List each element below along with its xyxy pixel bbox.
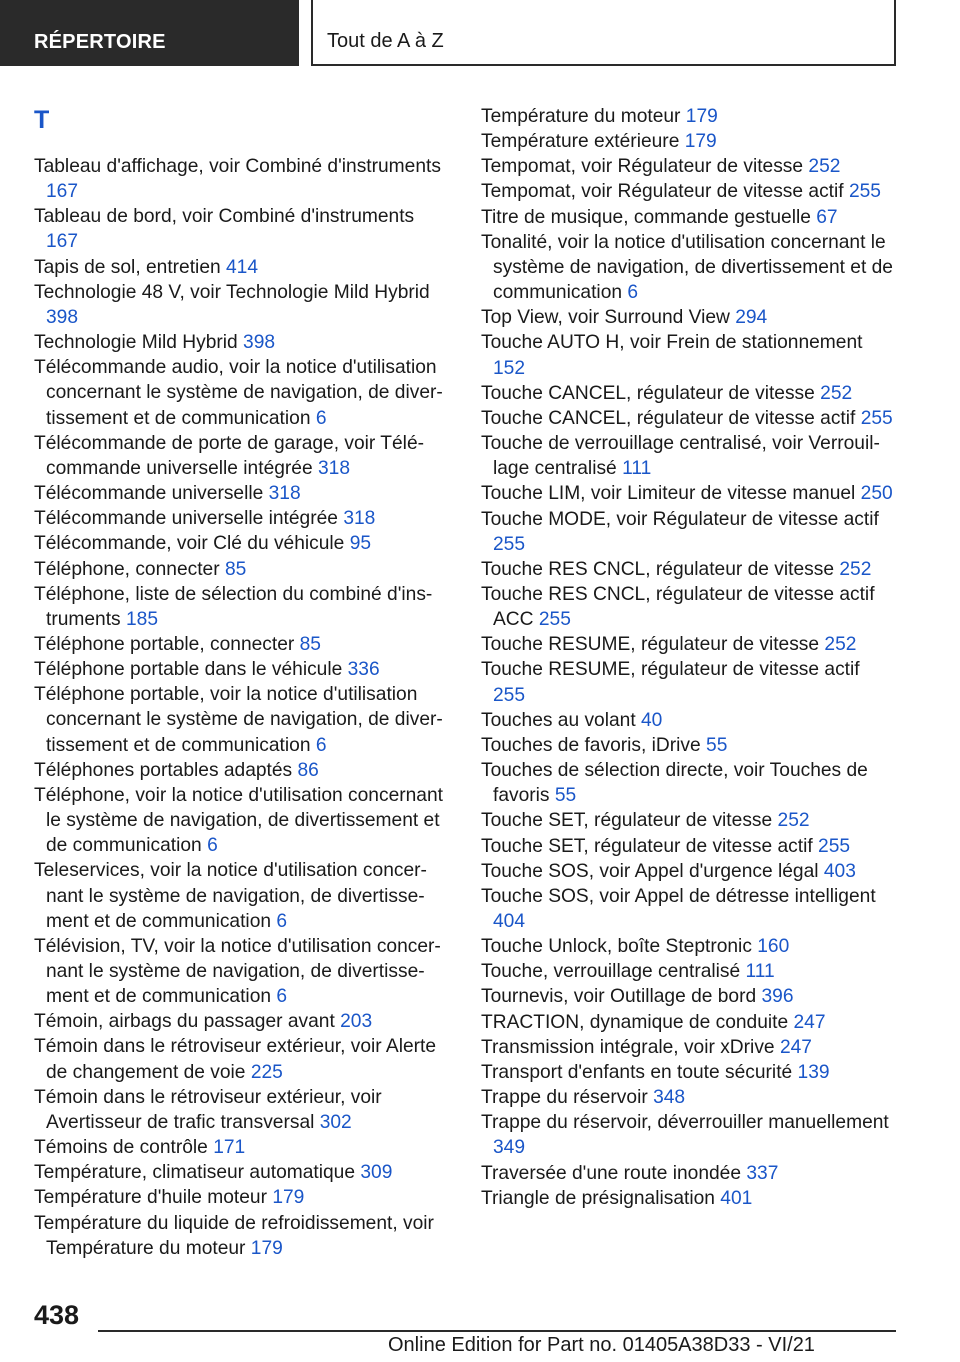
index-entry	[481, 582, 896, 632]
page-reference-link[interactable]: 404	[493, 911, 526, 932]
page-reference-link[interactable]: 252	[820, 382, 853, 404]
index-entry-text: Touche SOS, voir Appel de détresse intelligent	[481, 885, 876, 907]
index-entry	[481, 708, 896, 733]
index-entry-text: Top View, voir Surround View	[481, 307, 730, 329]
page-reference-link[interactable]: 349	[493, 1137, 526, 1159]
index-entry-text: Tournevis, voir Outillage de bord	[481, 986, 757, 1008]
index-entry-text: Téléphones portables adaptés	[34, 759, 293, 781]
index-entry	[34, 783, 446, 858]
page-reference-link[interactable]: 255	[538, 609, 571, 631]
index-entry-text: Télécommande de porte de garage, voir Télécommande universelle intégrée	[34, 432, 425, 479]
index-entry	[481, 984, 896, 1009]
index-entry	[34, 154, 446, 204]
index-entry	[34, 1009, 446, 1034]
page-reference-link[interactable]: 247	[793, 1011, 826, 1033]
page-reference-link[interactable]: 203	[340, 1011, 373, 1033]
index-entry-text: Tonalité, voir la notice d'utilisation concernant le système de navigation, de divertissement et de communication	[481, 231, 893, 304]
page-reference-link[interactable]: 55	[554, 785, 577, 807]
index-entry-text: Touche AUTO H, voir Frein de stationnement	[481, 332, 863, 354]
index-entry	[481, 1085, 896, 1110]
index-entry	[34, 330, 446, 355]
page-reference-link[interactable]: 179	[685, 106, 718, 127]
index-entry	[481, 632, 896, 657]
index-entry	[481, 154, 896, 179]
index-entry-text: Touches au volant	[481, 709, 636, 731]
page-reference-link[interactable]: 252	[824, 634, 857, 656]
page-reference-link[interactable]: 167	[46, 181, 79, 203]
page-reference-link[interactable]: 6	[207, 835, 218, 857]
page-reference-link[interactable]: 111	[622, 458, 652, 480]
index-entry	[34, 506, 446, 531]
index-entry-text: Touche RESUME, régulateur de vitesse	[481, 634, 820, 656]
index-entry-text: Température extérieure	[481, 131, 680, 153]
index-entry-text: Triangle de présignalisation	[481, 1187, 715, 1209]
index-entry	[481, 230, 896, 305]
page-reference-link[interactable]: 252	[777, 810, 810, 832]
page-reference-link[interactable]: 86	[297, 759, 319, 781]
index-entry	[481, 330, 896, 380]
index-entry-text: Témoin, airbags du passager avant	[34, 1011, 335, 1033]
index-entry	[34, 531, 446, 556]
index-entry-text: Touche SET, régulateur de vitesse	[481, 810, 773, 832]
page-reference-link[interactable]: 6	[627, 282, 639, 304]
index-entry-text: Touche LIM, voir Limiteur de vitesse manuel	[481, 483, 856, 505]
page-reference-link[interactable]: 85	[299, 633, 321, 655]
index-entry-text: Titre de musique, commande gestuelle	[481, 206, 811, 228]
page-reference-link[interactable]: 252	[839, 558, 872, 580]
index-entry	[481, 179, 896, 204]
page-reference-link[interactable]: 179	[250, 1237, 283, 1259]
page-header	[0, 0, 960, 66]
index-entry	[34, 934, 446, 1009]
index-entry	[481, 758, 896, 808]
index-entry-text: Trappe du réservoir, déverrouiller manuellement	[481, 1112, 889, 1134]
page-reference-link[interactable]: 171	[213, 1137, 246, 1159]
index-entry-text: Tapis de sol, entretien	[34, 256, 221, 278]
index-entry	[34, 1034, 446, 1084]
index-entry	[481, 129, 896, 154]
index-entry-text: Tableau de bord, voir Combiné d'instruments	[34, 206, 415, 228]
index-entry-text: Touches de favoris, iDrive	[481, 734, 701, 756]
page-reference-link[interactable]: 302	[319, 1111, 352, 1133]
index-entry-text: Température du moteur	[481, 106, 681, 127]
index-entry-text: Téléphone, connecter	[34, 558, 220, 580]
index-letter-heading: T	[34, 106, 50, 134]
index-entry-text: Touches de sélection directe, voir Touches de favoris	[481, 760, 868, 807]
index-entry	[34, 1211, 446, 1261]
index-entry-text: Témoins de contrôle	[34, 1137, 208, 1159]
index-entry-text: Touche de verrouillage centralisé, voir Verrouillage centralisé	[481, 433, 880, 480]
page-reference-link[interactable]: 252	[808, 156, 841, 178]
index-entry	[481, 884, 896, 934]
page-reference-link[interactable]: 247	[779, 1036, 812, 1058]
index-entry-text: Télécommande, voir Clé du véhicule	[34, 533, 345, 555]
page-number: 438	[34, 1300, 80, 1330]
index-entry-text: Témoin dans le rétroviseur extérieur, voir Avertisseur de trafic transversal	[34, 1086, 382, 1133]
index-entry	[34, 632, 446, 657]
index-entry	[481, 481, 896, 506]
index-entry	[34, 1085, 446, 1135]
index-entry	[34, 557, 446, 582]
index-entry-text: Technologie Mild Hybrid	[34, 332, 238, 354]
page-reference-link[interactable]: 398	[46, 306, 79, 328]
page-reference-link[interactable]: 179	[684, 131, 717, 153]
page-reference-link[interactable]: 318	[268, 483, 301, 505]
index-entry	[481, 934, 896, 959]
index-entry-text: Transmission intégrale, voir xDrive	[481, 1036, 775, 1058]
page-reference-link[interactable]: 111	[745, 961, 775, 983]
index-entry-text: Touche SET, régulateur de vitesse actif	[481, 835, 813, 857]
index-entry	[481, 305, 896, 330]
index-entry-text: Température, climatiseur automatique	[34, 1162, 356, 1184]
index-entry-text: Tempomat, voir Régulateur de vitesse actif	[481, 181, 844, 203]
page-reference-link[interactable]: 6	[315, 407, 327, 429]
index-entry	[34, 1135, 446, 1160]
index-entry-text: Touche SOS, voir Appel d'urgence légal	[481, 860, 819, 882]
section-tab: RÉPERTOIRE	[0, 0, 299, 66]
index-entry-text: Touche Unlock, boîte Steptronic	[481, 936, 752, 958]
page-reference-link[interactable]: 160	[757, 936, 790, 958]
index-entry	[34, 255, 446, 280]
page-reference-link[interactable]: 6	[276, 986, 288, 1008]
page-reference-link[interactable]: 152	[493, 357, 526, 379]
index-entry	[481, 1060, 896, 1085]
index-entry	[481, 1161, 896, 1186]
index-entry	[481, 557, 896, 582]
index-entry-text: Télévision, TV, voir la notice d'utilisation concernant le système de navigation, de divertissement et de communication	[34, 935, 441, 1008]
index-entry-text: Tempomat, voir Régulateur de vitesse	[481, 156, 804, 178]
page-reference-link[interactable]: 179	[272, 1187, 305, 1209]
index-entry-text: Télécommande universelle	[34, 483, 264, 505]
index-entry	[34, 657, 446, 682]
index-entry-text: Transport d'enfants en toute sécurité	[481, 1061, 793, 1083]
index-entry-text: Touche CANCEL, régulateur de vitesse actif	[481, 407, 856, 429]
index-column-left	[34, 154, 446, 1261]
page-reference-link[interactable]: 294	[735, 307, 768, 329]
page-reference-link[interactable]: 250	[860, 483, 893, 505]
index-entry	[34, 858, 446, 933]
index-entry-text: Traversée d'une route inondée	[481, 1162, 742, 1184]
index-entry	[34, 431, 446, 481]
page-reference-link[interactable]: 255	[818, 835, 851, 857]
page-reference-link[interactable]: 255	[493, 533, 526, 555]
page-reference-link[interactable]: 185	[126, 608, 159, 630]
page-reference-link[interactable]: 398	[243, 332, 276, 354]
index-entry-text: Touche RES CNCL, régulateur de vitesse actif ACC	[481, 583, 875, 631]
index-entry	[34, 1185, 446, 1210]
page-reference-link[interactable]: 6	[276, 910, 288, 932]
index-entry	[481, 859, 896, 884]
index-entry	[34, 280, 446, 330]
index-entry-text: Teleservices, voir la notice d'utilisation concernant le système de navigation, de divertissement et de communication	[34, 860, 427, 932]
index-entry-text: Température d'huile moteur	[34, 1187, 267, 1209]
index-entry	[481, 104, 896, 129]
index-entry-text: TRACTION, dynamique de conduite	[481, 1011, 789, 1033]
page-reference-link[interactable]: 401	[720, 1187, 753, 1209]
index-entry	[481, 1110, 896, 1160]
index-entry	[34, 204, 446, 254]
page-reference-link[interactable]: 40	[641, 709, 663, 731]
page-reference-link[interactable]: 167	[46, 231, 79, 253]
page-reference-link[interactable]: 318	[317, 457, 350, 479]
page-reference-link[interactable]: 95	[349, 533, 372, 555]
index-entry	[481, 431, 896, 481]
index-entry	[481, 1035, 896, 1060]
index-entry-text: Télécommande audio, voir la notice d'utilisation concernant le système de navigation, de divertissement et de communication	[34, 357, 443, 429]
index-entry	[34, 682, 446, 757]
index-entry-text: Téléphone, liste de sélection du combiné d'instruments	[34, 583, 433, 630]
index-entry	[481, 507, 896, 557]
page-reference-link[interactable]: 67	[816, 206, 838, 228]
index-entry	[34, 582, 446, 632]
index-entry-text: Téléphone portable, voir la notice d'utilisation concernant le système de navigation, de divertissement et de communication	[34, 684, 443, 756]
section-subtitle: Tout de A à Z	[311, 0, 896, 66]
page-reference-link[interactable]: 55	[706, 734, 728, 756]
index-entry-text: Touche, verrouillage centralisé	[481, 961, 741, 983]
page-reference-link[interactable]: 255	[860, 407, 893, 429]
index-entry	[481, 381, 896, 406]
index-entry-text: Touche RES CNCL, régulateur de vitesse	[481, 558, 835, 580]
index-entry	[34, 1160, 446, 1185]
index-entry-text: Technologie 48 V, voir Technologie Mild Hybrid	[34, 281, 430, 303]
page-reference-link[interactable]: 348	[653, 1087, 686, 1109]
index-entry	[34, 481, 446, 506]
page-reference-link[interactable]: 337	[746, 1162, 779, 1184]
page-reference-link[interactable]: 139	[797, 1061, 830, 1083]
index-entry-text: Téléphone, voir la notice d'utilisation concernant le système de navigation, de divertissement et de communication	[34, 784, 443, 857]
page-reference-link[interactable]: 6	[315, 734, 327, 756]
index-column-right	[481, 104, 896, 1211]
index-entry-text: Température du liquide de refroidissement, voir Température du moteur	[34, 1212, 434, 1259]
page-reference-link[interactable]: 318	[343, 508, 376, 530]
page-reference-link[interactable]: 309	[360, 1162, 393, 1184]
index-entry	[481, 657, 896, 707]
index-entry	[34, 355, 446, 430]
index-entry-text: Télécommande universelle intégrée	[34, 508, 338, 530]
page-reference-link[interactable]: 225	[250, 1061, 283, 1083]
page-reference-link[interactable]: 85	[224, 558, 247, 580]
index-entry-text: Trappe du réservoir	[481, 1087, 648, 1109]
page-reference-link[interactable]: 336	[347, 659, 380, 681]
index-entry	[481, 733, 896, 758]
index-entry-text: Tableau d'affichage, voir Combiné d'instruments	[34, 156, 441, 177]
index-entry	[481, 1010, 896, 1035]
index-entry-text: Témoin dans le rétroviseur extérieur, voir Alerte de changement de voie	[34, 1036, 437, 1083]
index-entry-text: Téléphone portable, connecter	[34, 633, 295, 655]
index-entry	[481, 205, 896, 230]
page-reference-link[interactable]: 255	[493, 684, 526, 706]
page-reference-link[interactable]: 255	[848, 181, 881, 203]
index-entry	[481, 834, 896, 859]
index-entry	[481, 959, 896, 984]
page-reference-link[interactable]: 414	[226, 256, 259, 278]
index-entry	[481, 406, 896, 431]
index-entry-text: Touche CANCEL, régulateur de vitesse	[481, 382, 815, 404]
edition-note: Online Edition for Part no. 01405A38D33 - VI/21	[388, 1334, 815, 1356]
index-entry	[481, 808, 896, 833]
index-entry-text: Téléphone portable dans le véhicule	[34, 659, 343, 681]
index-entry	[34, 758, 446, 783]
index-entry-text: Touche MODE, voir Régulateur de vitesse actif	[481, 508, 879, 530]
page-reference-link[interactable]: 396	[761, 986, 794, 1008]
index-entry-text: Touche RESUME, régulateur de vitesse actif	[481, 659, 860, 681]
index-entry	[481, 1186, 896, 1211]
page-reference-link[interactable]: 403	[823, 860, 856, 882]
